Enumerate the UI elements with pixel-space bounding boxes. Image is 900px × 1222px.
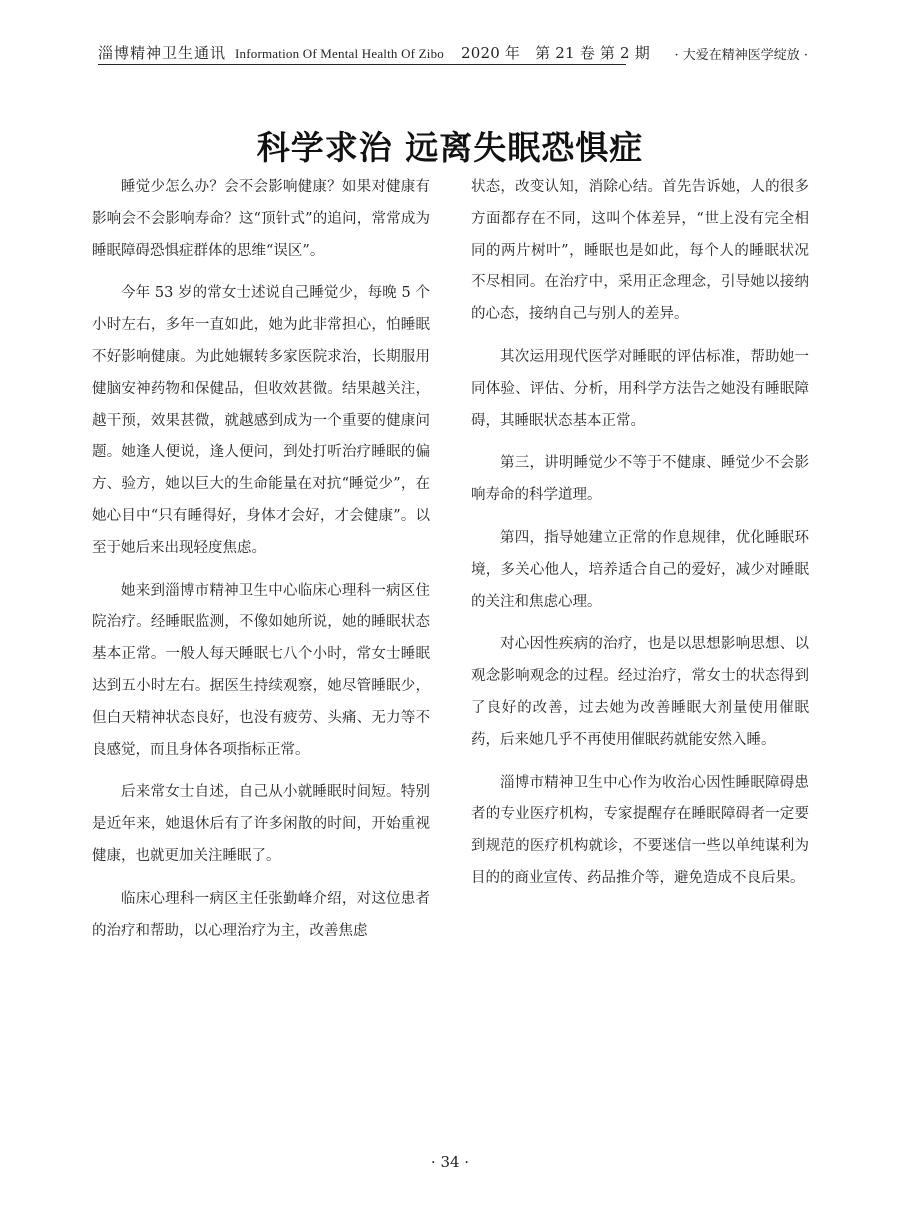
journal-info xyxy=(98,42,650,63)
paragraph: 今年 53 岁的常女士述说自己睡觉少，每晚 5 个小时左右，多年一直如此，她为此非常担心，怕睡眠不好影响健康。为此她辗转多家医院求治，长期服用健脑安神药物和保健品，但收效甚微。结果越关注，越干预，效果甚微，就越感到成为一个重要的健康问题。她逢人便说，逢人便问，到处打听治疗睡眠的偏方、验方，她以巨大的生命能量在对抗“睡觉少”，在她心目中“只有睡得好，身体才会好，才会健康”。以至于她后来出现轻度焦虑。 xyxy=(92,285,430,556)
article-title: 科学求治 远离失眠恐惧症 xyxy=(256,128,644,168)
right-column xyxy=(471,172,809,906)
journal-name-en: Information Of Mental Health Of Zibo xyxy=(234,46,444,61)
header-slogan: · 大爱在精神医学绽放 · xyxy=(674,48,808,63)
paragraph: 淄博市精神卫生中心作为收治心因性睡眠障碍患者的专业医疗机构，专家提醒存在睡眠障碍者一定要到规范的医疗机构就诊，不要迷信一些以单纯谋利为目的的商业宣传、药品推介等，避免造成不良后果。 xyxy=(471,774,809,886)
paragraph-continuation: 状态，改变认知，消除心结。首先告诉她，人的很多方面都存在不同，这叫个体差异，“世上没有完全相同的两片树叶”，睡眠也是如此，每个人的睡眠状况不尽相同。在治疗中，采用正念理念，引导她以接纳的心态，接纳自己与别人的差异。 xyxy=(471,179,809,323)
running-header xyxy=(98,36,808,68)
paragraph: 第四，指导她建立正常的作息规律，优化睡眠环境，多关心他人，培养适合自己的爱好，减少对睡眠的关注和焦虑心理。 xyxy=(471,529,809,610)
paragraph: 对心因性疾病的治疗，也是以思想影响思想、以观念影响观念的过程。经过治疗，常女士的状态得到了良好的改善，过去她为改善睡眠大剂量使用催眠药，后来她几乎不再使用催眠药就能安然入睡。 xyxy=(471,636,809,748)
left-column xyxy=(92,172,430,958)
journal-volume: 第 21 卷 xyxy=(535,44,595,62)
paragraph: 后来常女士自述，自己从小就睡眠时间短。特别是近年来，她退休后有了许多闲散的时间，开始重视健康，也就更加关注睡眠了。 xyxy=(92,784,430,864)
journal-name-cn: 淄博精神卫生通讯 xyxy=(98,44,227,62)
paragraph: 其次运用现代医学对睡眠的评估标准，帮助她一同体验、评估、分析，用科学方法告之她没有睡眠障碍，其睡眠状态基本正常。 xyxy=(471,348,809,429)
paragraph: 第三，讲明睡觉少不等于不健康、睡觉少不会影响寿命的科学道理。 xyxy=(471,455,809,504)
journal-year: 2020 年 xyxy=(460,44,521,62)
page-number: · 34 · xyxy=(430,1153,470,1171)
paragraph: 她来到淄博市精神卫生中心临床心理科一病区住院治疗。经睡眠监测，不像如她所说，她的睡眠状态基本正常。一般人每天睡眠七八个小时，常女士睡眠达到五小时左右。据医生持续观察，她尽管睡眠少，但白天精神状态良好，也没有疲劳、头痛、无力等不良感觉，而且身体各项指标正常。 xyxy=(92,582,430,758)
header-rule xyxy=(98,64,626,65)
paragraph: 睡觉少怎么办？会不会影响健康？如果对健康有影响会不会影响寿命？这“顶针式”的追问，常常成为睡眠障碍恐惧症群体的思维“误区”。 xyxy=(92,179,430,259)
paragraph: 临床心理科一病区主任张勤峰介绍，对这位患者的治疗和帮助，以心理治疗为主，改善焦虑 xyxy=(92,890,430,939)
journal-issue: 第 2 期 xyxy=(599,44,650,62)
